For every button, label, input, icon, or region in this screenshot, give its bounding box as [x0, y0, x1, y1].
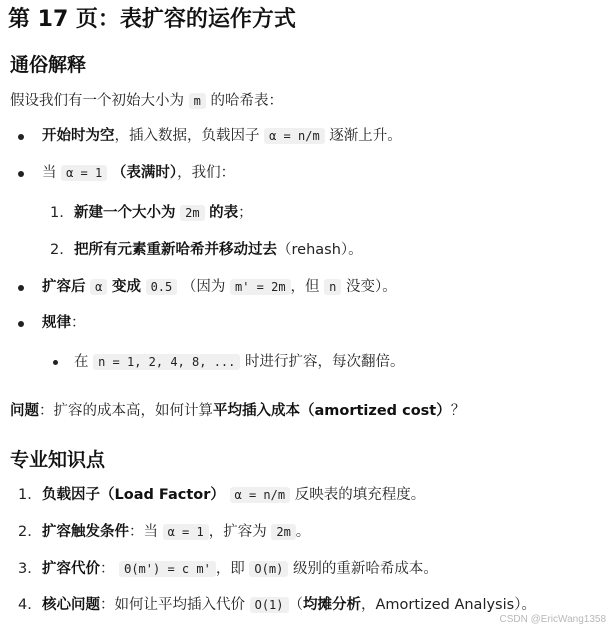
sub-bullet-dot — [53, 360, 58, 365]
section-heading-explanation: 通俗解释 — [10, 54, 87, 76]
sub-bullet-doubling: 在 n = 1, 2, 4, 8, ... 时进行扩容，每次翻倍。 — [74, 354, 405, 370]
item-number: 3. — [18, 561, 32, 577]
intro-paragraph: 假设我们有一个初始大小为 m 的哈希表： — [10, 93, 283, 109]
bullet-dot — [18, 321, 24, 327]
step-number: 1. — [50, 205, 64, 221]
question-paragraph: 问题：扩容的成本高，如何计算平均插入成本（amortized cost）？ — [10, 403, 466, 419]
step-create-table: 新建一个大小为 2m 的表； — [74, 205, 253, 221]
step-number: 2. — [50, 242, 64, 258]
item-load-factor: 负载因子（Load Factor） α = n/m 反映表的填充程度。 — [42, 487, 426, 503]
item-number: 1. — [18, 487, 32, 503]
section-heading-knowledge: 专业知识点 — [10, 449, 106, 471]
bullet-when-full: 当 α = 1 （表满时），我们： — [42, 165, 236, 181]
step-rehash: 把所有元素重新哈希并移动过去（rehash）。 — [74, 242, 363, 258]
bullet-dot — [18, 134, 24, 140]
bullet-dot — [18, 285, 24, 291]
item-trigger-condition: 扩容触发条件：当 α = 1 ，扩容为 2m 。 — [42, 524, 311, 540]
item-number: 4. — [18, 597, 32, 613]
bullet-after-expand: 扩容后 α 变成 0.5 （因为 m' = 2m ，但 n 没变）。 — [42, 279, 397, 295]
item-expand-cost: 扩容代价： Θ(m') = c m' ，即 O(m) 级别的重新哈希成本。 — [42, 561, 438, 577]
bullet-dot — [18, 171, 24, 177]
watermark: CSDN @EricWang1358 — [499, 614, 606, 625]
bullet-start-empty: 开始时为空，插入数据，负载因子 α = n/m 逐渐上升。 — [42, 128, 402, 144]
bullet-pattern: 规律： — [42, 315, 86, 331]
item-core-problem: 核心问题：如何让平均插入代价 O(1) （均摊分析，Amortized Analysis）。 — [42, 597, 536, 613]
item-number: 2. — [18, 524, 32, 540]
page-title: 第 17 页：表扩容的运作方式 — [8, 7, 296, 32]
